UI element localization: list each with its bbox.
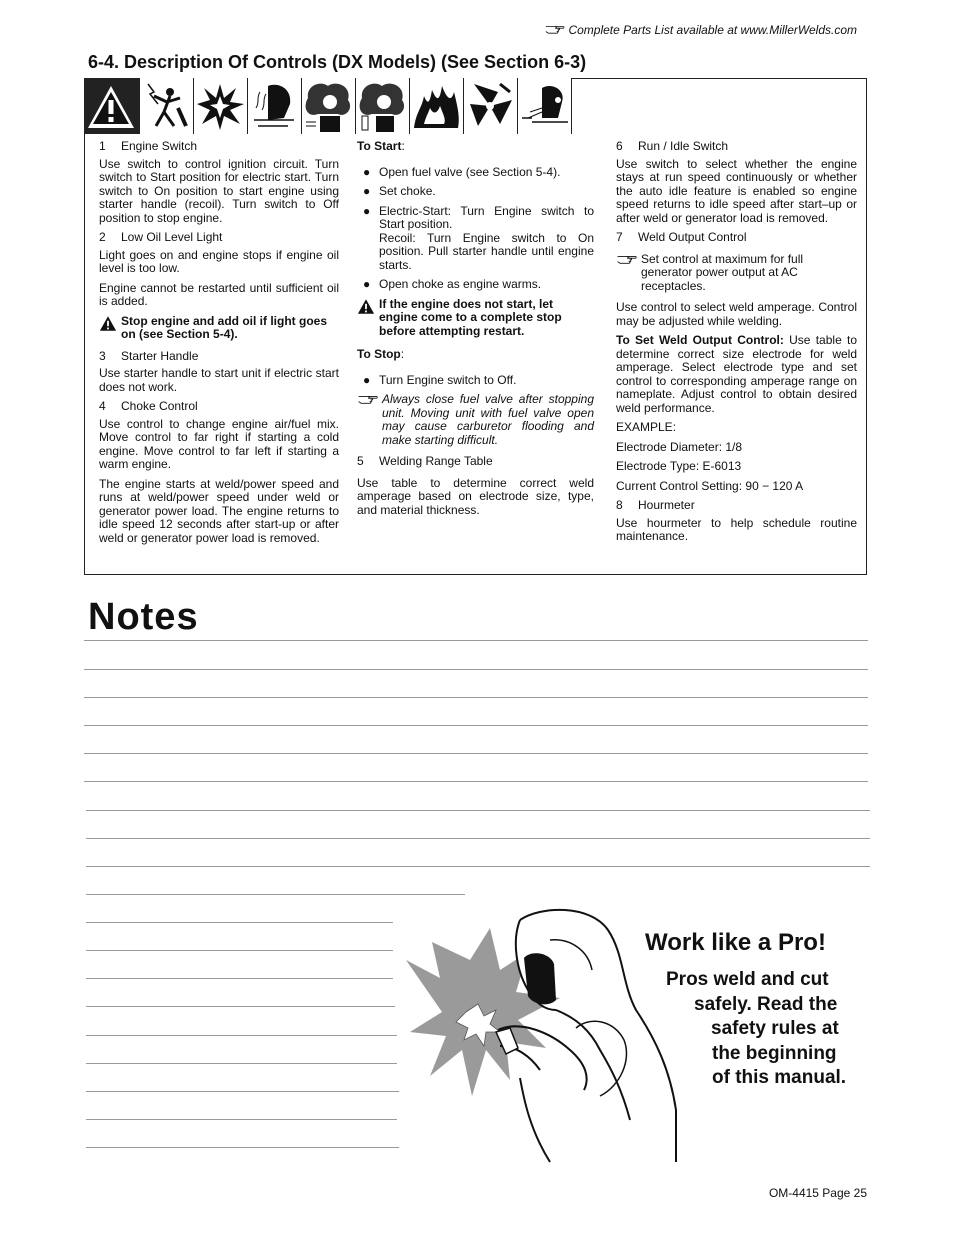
- welder-illustration: [400, 900, 680, 1165]
- example-diameter: Electrode Diameter: 1/8: [616, 439, 743, 454]
- welding-range-text: Use table to determine correct weld amperage based on electrode size, type, and material thickness.: [357, 475, 594, 517]
- controls-column-1: [99, 140, 339, 551]
- note-line: [86, 1063, 397, 1064]
- parts-list-note: Complete Parts List available at www.MillerWelds.com: [545, 23, 857, 37]
- item-starter-handle: 3 Starter Handle: [99, 348, 199, 363]
- item-welding-range-table: 5 Welding Range Table: [357, 454, 493, 468]
- note-line: [84, 669, 868, 670]
- hourmeter-text: Use hourmeter to help schedule routine maintenance.: [616, 515, 857, 543]
- weld-output-text-2: To Set Weld Output Control: Use table to determine correct size electrode for weld amperage. Select electrode type and set control to corresponding amperage range on nameplate. Adjust control to obtain desired weld performance.: [616, 333, 857, 415]
- note-line: [86, 810, 870, 811]
- pointing-hand-icon: [616, 253, 638, 265]
- note-line: [86, 1119, 397, 1120]
- moving-parts-icon: [464, 78, 518, 134]
- weld-output-text-1: Use control to select weld amperage. Control may be adjusted while welding.: [616, 300, 857, 328]
- example-label: EXAMPLE:: [616, 420, 677, 434]
- bullet-open-fuel: ● Open fuel valve (see Section 5-4).: [363, 164, 561, 179]
- choke-text-1: Use control to change engine air/fuel mix. Move control to far right if starting a cold engine. Move control to far left if starting a warm engine.: [99, 416, 339, 471]
- pointing-hand-icon: [357, 393, 379, 405]
- note-line: [86, 894, 465, 895]
- to-stop-heading: To Stop:: [357, 347, 405, 361]
- warning-triangle-icon: [84, 78, 140, 134]
- to-start-heading: To Start:: [357, 139, 405, 153]
- note-line: [84, 697, 868, 698]
- pointing-hand-icon: [545, 23, 565, 35]
- toxic-fumes-2-icon: [356, 78, 410, 134]
- restart-warning: If the engine does not start, let engine come to a complete stop before attempting restart.: [357, 298, 594, 339]
- item-low-oil-light: 2 Low Oil Level Light: [99, 230, 223, 244]
- run-idle-text: Use switch to select whether the engine stays at run speed continuously or whether the auto idle feature is enabled so engine speed returns to idle speed after start–up or after weld or generator load is removed.: [616, 156, 857, 225]
- bullet-start-engine: ● Electric-Start: Turn Engine switch to Start position. Recoil: Turn Engine switch to On position. Pull starter handle until engine starts.: [363, 203, 594, 272]
- hazard-icon-strip: [84, 78, 572, 135]
- note-line: [84, 725, 868, 726]
- generator-output-note: Set control at maximum for full generator power output at AC receptacles.: [616, 253, 857, 294]
- fuel-valve-note: Always close fuel valve after stopping unit. Moving unit with fuel valve open may cause carburetor flooding and make starting difficult.: [357, 393, 594, 447]
- choke-text-2: The engine starts at weld/power speed and runs at weld/power speed under weld or generator power load. The engine returns to idle speed 12 seconds after start-up or after weld or generator power load is removed.: [99, 476, 339, 545]
- note-line: [86, 922, 393, 923]
- explosion-icon: [194, 78, 248, 134]
- promo-text: Pros weld and cut safely. Read the safety rules at the beginning of this manual.: [666, 969, 847, 1088]
- item-engine-switch: 1 Engine Switch: [99, 139, 198, 153]
- hot-parts-icon: [518, 78, 572, 134]
- low-oil-text-2: Engine cannot be restarted until sufficient oil is added.: [99, 280, 339, 308]
- example-setting: Current Control Setting: 90 − 120 A: [616, 478, 804, 493]
- controls-column-3: [616, 140, 857, 550]
- toxic-fumes-icon: [302, 78, 356, 134]
- item-choke-control: 4 Choke Control: [99, 399, 198, 413]
- section-title: 6-4. Description Of Controls (DX Models) (See Section 6-3): [88, 52, 587, 72]
- note-line: [86, 838, 870, 839]
- warning-icon: [99, 315, 117, 332]
- note-line: [86, 950, 393, 951]
- example-type: Electrode Type: E-6013: [616, 459, 742, 473]
- item-weld-output-control: 7 Weld Output Control: [616, 230, 747, 244]
- note-line: [86, 1147, 399, 1148]
- bullet-set-choke: ● Set choke.: [363, 184, 436, 198]
- notes-title: Notes: [88, 596, 199, 638]
- welding-fumes-icon: [248, 78, 302, 134]
- page-number: OM-4415 Page 25: [768, 1186, 867, 1200]
- item-hourmeter: 8 Hourmeter: [616, 498, 695, 512]
- controls-column-2: [357, 140, 594, 523]
- note-line: [86, 1091, 399, 1092]
- low-oil-text-1: Light goes on and engine stops if engine oil level is too low.: [99, 247, 339, 275]
- starter-handle-text: Use starter handle to start unit if electric start does not work.: [99, 366, 339, 394]
- warning-icon: [357, 298, 375, 315]
- bullet-open-choke: ● Open choke as engine warms.: [363, 277, 542, 291]
- note-line: [84, 640, 868, 641]
- note-line: [86, 866, 870, 867]
- electric-shock-icon: [140, 78, 194, 134]
- stop-engine-warning: Stop engine and add oil if light goes on (see Section 5-4).: [99, 315, 339, 342]
- note-line: [86, 978, 393, 979]
- note-line: [84, 753, 868, 754]
- promo-title: Work like a Pro!: [645, 929, 826, 956]
- note-line: [86, 1006, 395, 1007]
- note-line: [84, 781, 868, 782]
- fire-icon: [410, 78, 464, 134]
- note-line: [86, 1035, 397, 1036]
- item-run-idle-switch: 6 Run / Idle Switch: [616, 139, 729, 153]
- bullet-turn-off: ● Turn Engine switch to Off.: [363, 372, 517, 387]
- engine-switch-text: Use switch to control ignition circuit. Turn switch to Start position for electric start. Turn switch to On position to start engine using starter handle (recoil). Turn switch to Off position to stop engine.: [99, 156, 339, 225]
